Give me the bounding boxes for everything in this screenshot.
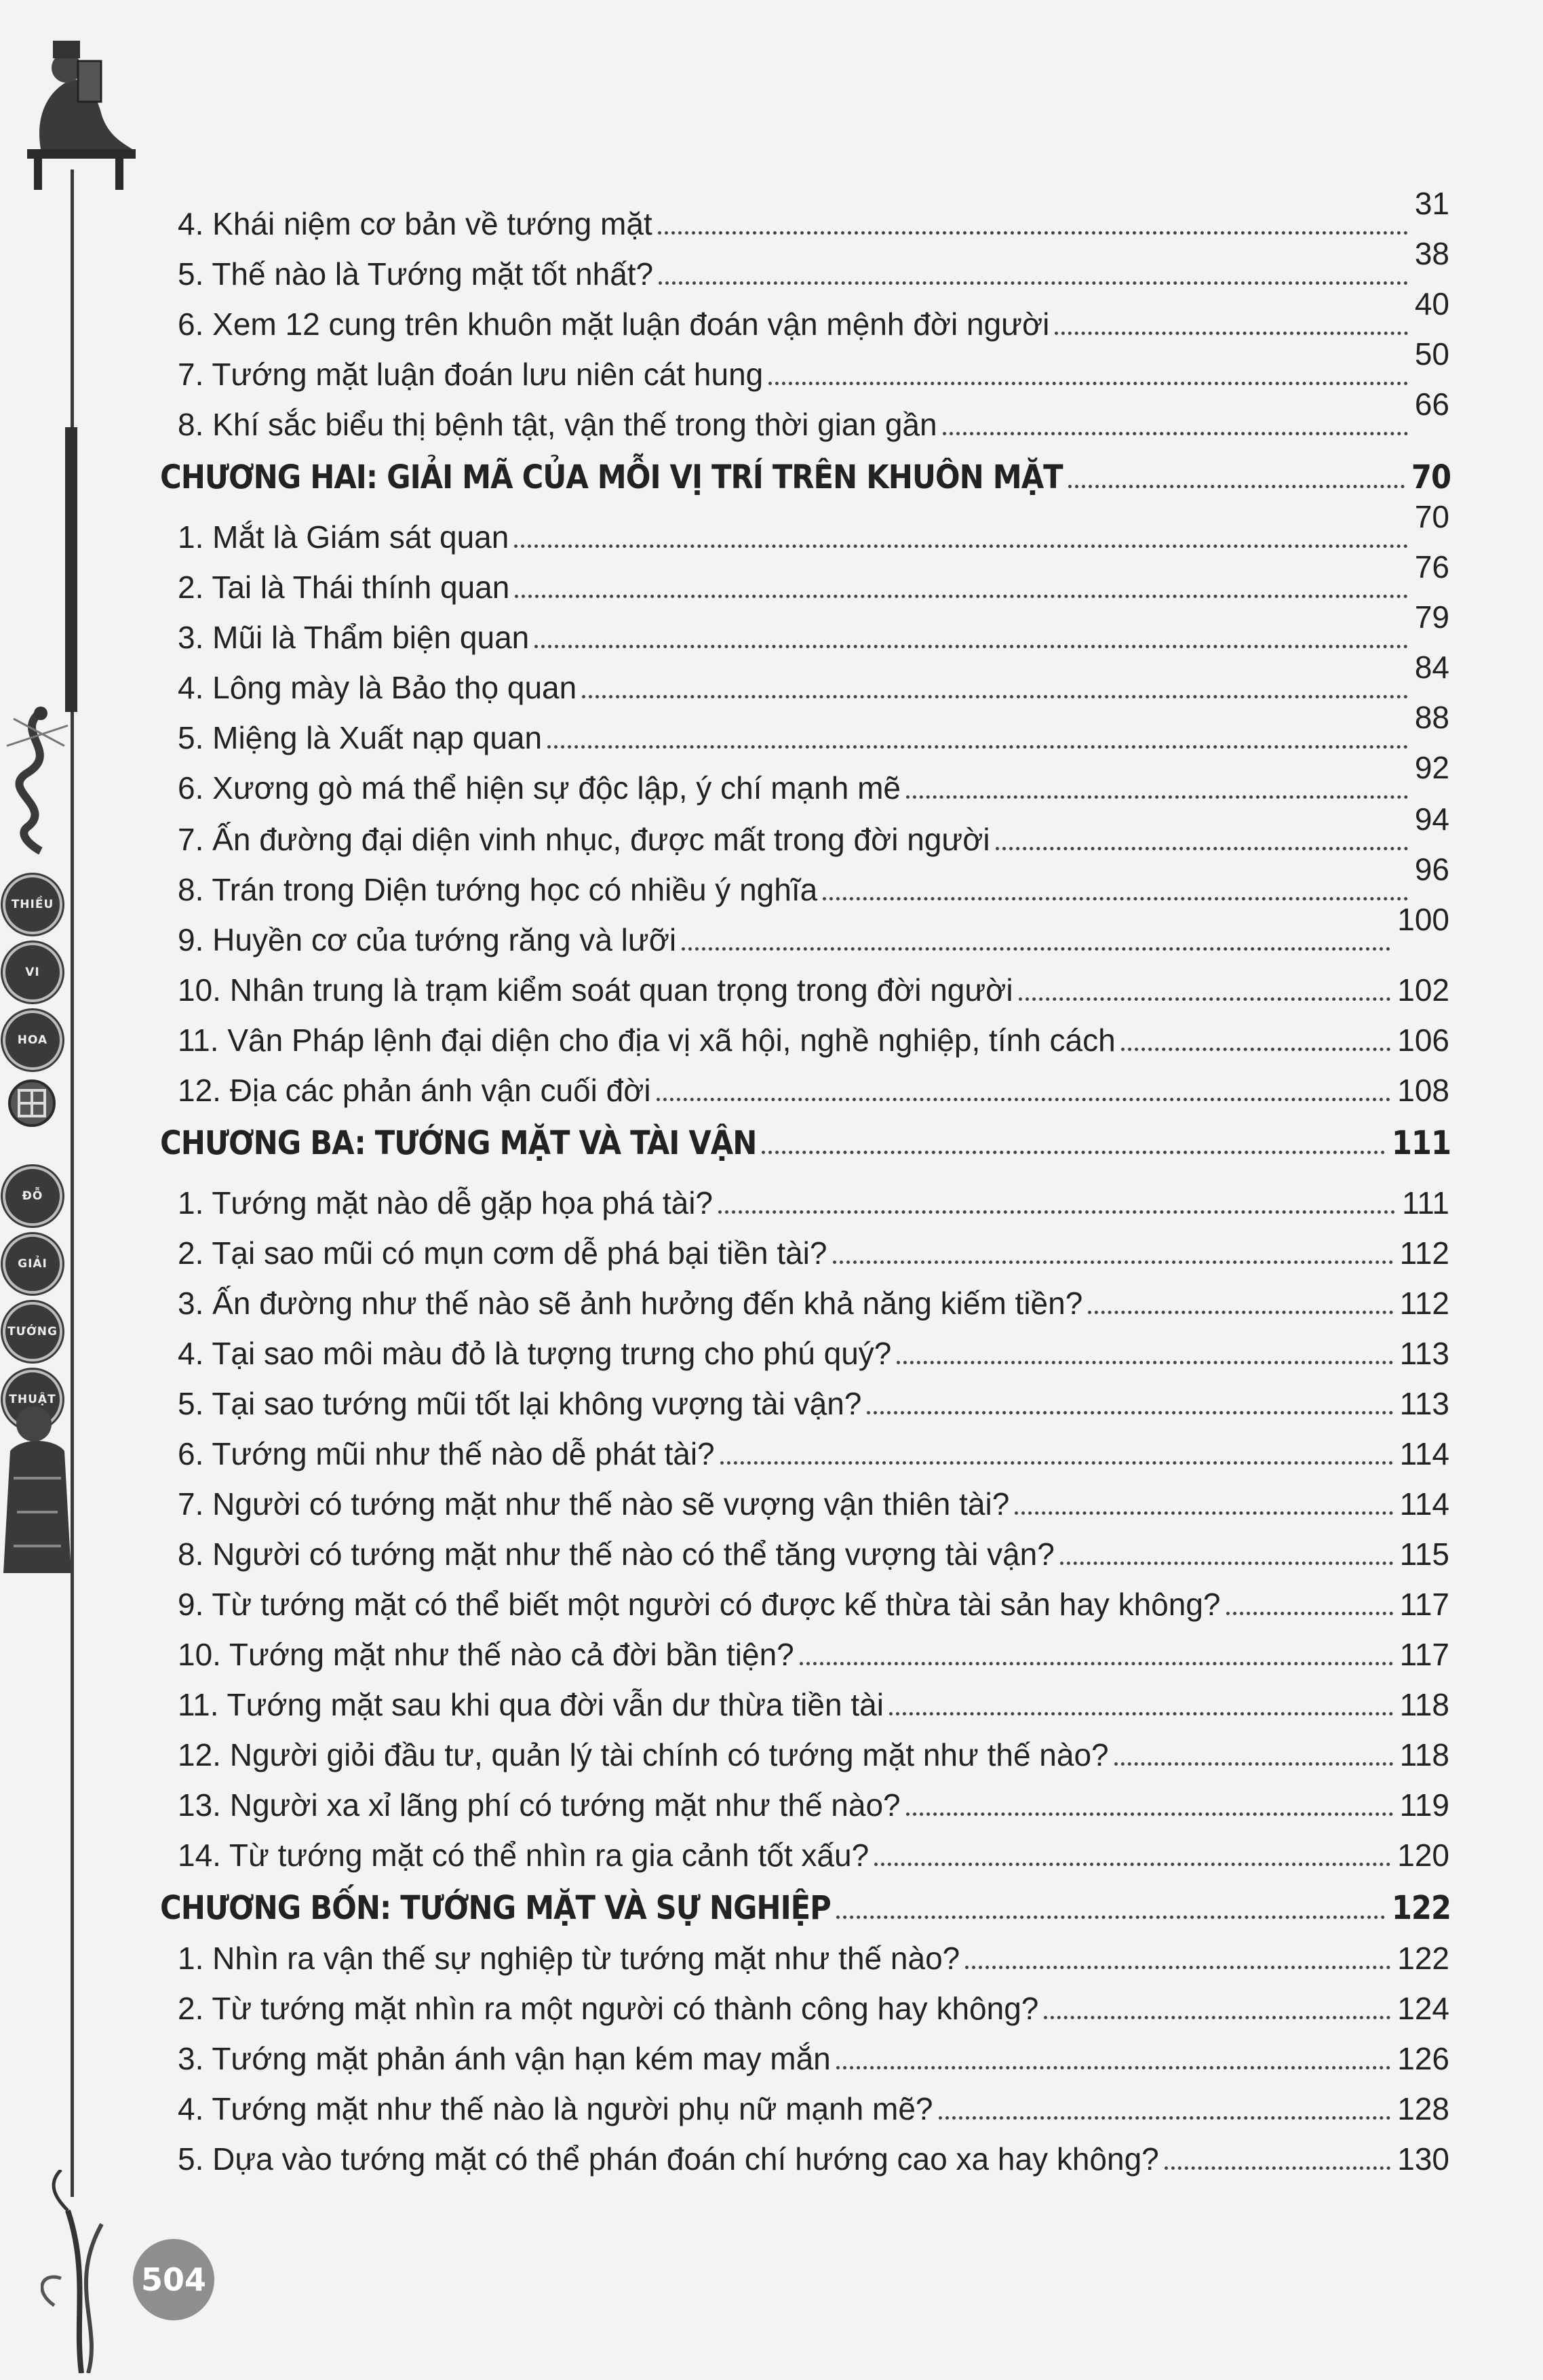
page-number: 504 xyxy=(133,2239,214,2320)
toc-page-number: 117 xyxy=(1399,1637,1449,1672)
toc-entry[interactable] xyxy=(178,386,1449,443)
toc-entry[interactable] xyxy=(178,1069,1449,1109)
dot-leader xyxy=(1060,1562,1393,1565)
toc-entry-title: 12. Người giỏi đầu tư, quản lý tài chính có tướng mặt như thế nào? xyxy=(178,1737,1109,1772)
toc-page-number: 70 xyxy=(1414,499,1449,534)
dot-leader xyxy=(768,382,1408,385)
toc-entry-title: 1. Mắt là Giám sát quan xyxy=(178,519,509,555)
toc-page-number: 112 xyxy=(1399,1235,1449,1271)
toc-entry-title: 7. Tướng mặt luận đoán lưu niên cát hung xyxy=(178,357,764,392)
dot-leader xyxy=(906,1812,1393,1816)
side-badge: THUẬT xyxy=(3,1370,62,1429)
dot-leader xyxy=(1114,1762,1393,1766)
toc-entry[interactable] xyxy=(178,1482,1449,1523)
toc-page-number: 111 xyxy=(1402,1185,1449,1221)
toc-entry[interactable] xyxy=(178,1987,1449,2027)
toc-page-number: 66 xyxy=(1414,386,1449,422)
toc-entry-title: 2. Tại sao mũi có mụn cơm dễ phá bại tiền tài? xyxy=(178,1235,827,1271)
toc-entry-title: 9. Từ tướng mặt có thể biết một người có được kế thừa tài sản hay không? xyxy=(178,1587,1221,1622)
toc-chapter-heading[interactable] xyxy=(160,1886,1451,1927)
toc-entry[interactable] xyxy=(178,750,1449,807)
toc-page-number: 120 xyxy=(1397,1838,1449,1873)
toc-entry[interactable] xyxy=(178,1332,1449,1372)
toc-page-number: 76 xyxy=(1414,549,1449,584)
toc-entry-title: 2. Tai là Thái thính quan xyxy=(178,570,510,605)
toc-entry[interactable] xyxy=(178,599,1449,656)
toc-entry[interactable] xyxy=(178,236,1449,293)
dot-leader xyxy=(874,1863,1390,1866)
toc-page-number: 126 xyxy=(1397,2041,1449,2076)
toc-page-number: 112 xyxy=(1399,1286,1449,1321)
toc-entry-title: 5. Miệng là Xuất nạp quan xyxy=(178,720,543,755)
toc-page-number: 70 xyxy=(1411,458,1451,496)
toc-page-number: 118 xyxy=(1399,1737,1449,1772)
side-badge: GIẢI xyxy=(3,1234,62,1294)
toc-page-number: 118 xyxy=(1399,1687,1449,1722)
dot-leader xyxy=(659,281,1408,285)
toc-page-number: 122 xyxy=(1397,1941,1449,1976)
toc-entry[interactable] xyxy=(178,549,1449,606)
dot-leader xyxy=(836,1916,1385,1919)
toc-page-number: 128 xyxy=(1397,2091,1449,2126)
toc-entry-title: 3. Tướng mặt phản ánh vận hạn kém may mắn xyxy=(178,2041,831,2076)
dot-leader xyxy=(833,1261,1393,1264)
toc-page-number: 79 xyxy=(1414,599,1449,635)
side-badge: TƯỚNG xyxy=(3,1302,62,1362)
toc-page-number: 111 xyxy=(1391,1124,1451,1162)
dot-leader xyxy=(906,795,1408,799)
dot-leader xyxy=(682,947,1390,951)
toc-entry[interactable] xyxy=(178,852,1449,909)
dot-leader xyxy=(800,1662,1393,1665)
toc-entry-title: 3. Mũi là Thẩm biện quan xyxy=(178,620,530,655)
toc-entry[interactable] xyxy=(178,700,1449,757)
toc-entry[interactable] xyxy=(178,1683,1449,1724)
toc-page-number: 114 xyxy=(1399,1436,1449,1471)
toc-page-number: 100 xyxy=(1397,902,1449,937)
dot-leader xyxy=(1019,997,1391,1001)
dot-leader xyxy=(547,745,1408,749)
toc-entry-title: 6. Tướng mũi như thế nào dễ phát tài? xyxy=(178,1436,715,1471)
toc-entry[interactable] xyxy=(178,1018,1449,1059)
toc-entry[interactable] xyxy=(178,1532,1449,1573)
toc-entry[interactable] xyxy=(178,1382,1449,1423)
toc-entry-title: 6. Xem 12 cung trên khuôn mặt luận đoán vận mệnh đời người xyxy=(178,306,1050,342)
dot-leader xyxy=(897,1361,1392,1364)
toc-page-number: 113 xyxy=(1399,1386,1449,1421)
dot-leader xyxy=(996,847,1408,850)
dot-leader xyxy=(889,1712,1393,1715)
dot-leader xyxy=(720,1461,1393,1465)
dot-leader xyxy=(965,1966,1390,1969)
toc-page-number: 40 xyxy=(1414,286,1449,321)
toc-entry-title: 5. Dựa vào tướng mặt có thể phán đoán chí hướng cao xa hay không? xyxy=(178,2141,1159,2177)
toc-page-number: 102 xyxy=(1397,972,1449,1008)
side-badge: VI xyxy=(3,943,62,1002)
toc-entry[interactable] xyxy=(178,902,1449,959)
toc-entry[interactable] xyxy=(178,650,1449,707)
dot-leader xyxy=(1044,2016,1390,2019)
toc-entry[interactable] xyxy=(178,1733,1449,1774)
toc-page-number: 124 xyxy=(1397,1991,1449,2026)
toc-chapter-heading[interactable] xyxy=(160,1122,1451,1162)
toc-entry-title: 4. Khái niệm cơ bản về tướng mặt xyxy=(178,206,652,241)
toc-entry-title: 9. Huyền cơ của tướng răng và lưỡi xyxy=(178,922,677,957)
toc-entry-title: 7. Ấn đường đại diện vinh nhục, được mất trong đời người xyxy=(178,822,990,857)
toc-entry-title: CHƯƠNG BA: TƯỚNG MẶT VÀ TÀI VẬN xyxy=(160,1124,757,1162)
toc-entry[interactable] xyxy=(178,1282,1449,1322)
toc-page-number: 38 xyxy=(1414,236,1449,271)
dot-leader xyxy=(515,595,1407,598)
dot-leader xyxy=(1165,2166,1391,2170)
dot-leader xyxy=(939,2116,1391,2120)
toc-page-number: 117 xyxy=(1399,1587,1449,1622)
side-badge: ĐỖ xyxy=(3,1166,62,1226)
toc-entry-title: 4. Lông mày là Bảo thọ quan xyxy=(178,670,577,705)
toc-entry[interactable] xyxy=(178,499,1449,556)
toc-entry-title: CHƯƠNG BỐN: TƯỚNG MẶT VÀ SỰ NGHIỆP xyxy=(160,1889,831,1927)
toc-page-number: 130 xyxy=(1397,2141,1449,2177)
toc-entry-title: 4. Tướng mặt như thế nào là người phụ nữ mạnh mẽ? xyxy=(178,2091,933,2126)
dot-leader xyxy=(836,2066,1391,2069)
dot-leader xyxy=(718,1210,1395,1214)
toc-page-number: 108 xyxy=(1397,1073,1449,1108)
toc-page-number: 88 xyxy=(1414,700,1449,735)
toc-page-number: 50 xyxy=(1414,336,1449,372)
toc-page-number: 113 xyxy=(1399,1336,1449,1371)
toc-entry[interactable] xyxy=(178,2137,1449,2178)
toc-entry[interactable] xyxy=(178,286,1449,343)
statue-illustration-icon xyxy=(0,1397,75,1587)
dot-leader xyxy=(1015,1511,1392,1515)
toc-page-number: 31 xyxy=(1414,186,1449,221)
toc-entry[interactable] xyxy=(178,801,1449,858)
toc-entry-title: 12. Địa các phản ánh vận cuối đời xyxy=(178,1073,651,1108)
toc-entry-title: 8. Trán trong Diện tướng học có nhiều ý nghĩa xyxy=(178,872,818,907)
toc-entry[interactable] xyxy=(178,1833,1449,1874)
sage-illustration-icon xyxy=(14,27,136,190)
toc-entry[interactable] xyxy=(178,1937,1449,1977)
toc-entry-title: 10. Nhân trung là trạm kiểm soát quan trọng trong đời người xyxy=(178,972,1013,1008)
toc-entry-title: 14. Từ tướng mặt có thể nhìn ra gia cảnh tốt xấu? xyxy=(178,1838,870,1873)
toc-entry-title: 4. Tại sao môi màu đỏ là tượng trưng cho phú quý? xyxy=(178,1336,892,1371)
toc-page-number: 114 xyxy=(1399,1486,1449,1522)
dot-leader xyxy=(1068,485,1405,488)
toc-page-number: 122 xyxy=(1391,1889,1451,1927)
margin-bar xyxy=(65,427,77,712)
dot-leader xyxy=(762,1151,1385,1154)
toc-entry-title: 7. Người có tướng mặt như thế nào sẽ vượng vận thiên tài? xyxy=(178,1486,1010,1522)
toc-entry[interactable] xyxy=(178,2087,1449,2128)
dot-leader xyxy=(1055,332,1407,335)
dot-leader xyxy=(658,231,1408,235)
toc-entry-title: 5. Thế nào là Tướng mặt tốt nhất? xyxy=(178,256,654,292)
toc-entry-title: 10. Tướng mặt như thế nào cả đời bần tiện? xyxy=(178,1637,794,1672)
dot-leader xyxy=(514,544,1407,548)
toc-entry-title: 5. Tại sao tướng mũi tốt lại không vượng tài vận? xyxy=(178,1386,862,1421)
toc-page-number: 119 xyxy=(1399,1787,1449,1823)
dot-leader xyxy=(867,1411,1392,1414)
dot-leader xyxy=(1226,1612,1393,1615)
toc-entry-title: 11. Vân Pháp lệnh đại diện cho địa vị xã hội, nghề nghiệp, tính cách xyxy=(178,1023,1116,1058)
toc-page-number: 94 xyxy=(1414,801,1449,837)
toc-entry-title: 1. Nhìn ra vận thế sự nghiệp từ tướng mặt như thế nào? xyxy=(178,1941,960,1976)
toc-entry-title: 8. Người có tướng mặt như thế nào có thể tăng vượng tài vận? xyxy=(178,1536,1055,1572)
toc-entry[interactable] xyxy=(178,336,1449,393)
toc-page-number: 84 xyxy=(1414,650,1449,685)
dot-leader xyxy=(657,1098,1391,1101)
toc-page-number: 106 xyxy=(1397,1023,1449,1058)
dot-leader xyxy=(582,695,1408,698)
toc-entry[interactable] xyxy=(178,1181,1449,1222)
knot-ornament-icon xyxy=(7,1078,57,1128)
toc-entry-title: 11. Tướng mặt sau khi qua đời vẫn dư thừa tiền tài xyxy=(178,1687,884,1722)
toc-entry[interactable] xyxy=(178,1583,1449,1623)
toc-chapter-heading[interactable] xyxy=(160,456,1451,496)
toc-entry-title: 2. Từ tướng mặt nhìn ra một người có thành công hay không? xyxy=(178,1991,1039,2026)
reed-plant-icon xyxy=(41,2170,149,2373)
toc-entry[interactable] xyxy=(178,1633,1449,1673)
toc-entry-title: 3. Ấn đường như thế nào sẽ ảnh hưởng đến khả năng kiếm tiền? xyxy=(178,1286,1083,1321)
side-badge: THIỀU xyxy=(3,875,62,934)
toc-entry-title: 6. Xương gò má thể hiện sự độc lập, ý chí mạnh mẽ xyxy=(178,770,901,806)
dot-leader xyxy=(1121,1048,1391,1051)
toc-entry-title: 13. Người xa xỉ lãng phí có tướng mặt như thế nào? xyxy=(178,1787,901,1823)
toc-entry[interactable] xyxy=(178,968,1449,1009)
toc-entry[interactable] xyxy=(178,1231,1449,1272)
toc-entry-title: 1. Tướng mặt nào dễ gặp họa phá tài? xyxy=(178,1185,714,1221)
toc-entry[interactable] xyxy=(178,1783,1449,1824)
dot-leader xyxy=(1088,1311,1392,1314)
dot-leader xyxy=(943,432,1408,435)
side-badge: HOA xyxy=(3,1010,62,1070)
toc-entry-title: 8. Khí sắc biểu thị bệnh tật, vận thế trong thời gian gần xyxy=(178,407,937,442)
dragon-illustration-icon xyxy=(0,705,75,854)
toc-entry[interactable] xyxy=(178,1432,1449,1473)
toc-page-number: 96 xyxy=(1414,852,1449,887)
toc-entry[interactable] xyxy=(178,186,1449,243)
toc-entry-title: CHƯƠNG HAI: GIẢI MÃ CỦA MỖI VỊ TRÍ TRÊN KHUÔN MẶT xyxy=(160,458,1063,496)
dot-leader xyxy=(823,897,1408,900)
toc-page-number: 92 xyxy=(1414,750,1449,785)
toc-entry[interactable] xyxy=(178,2037,1449,2078)
dot-leader xyxy=(534,645,1408,648)
toc-page-number: 115 xyxy=(1399,1536,1449,1572)
